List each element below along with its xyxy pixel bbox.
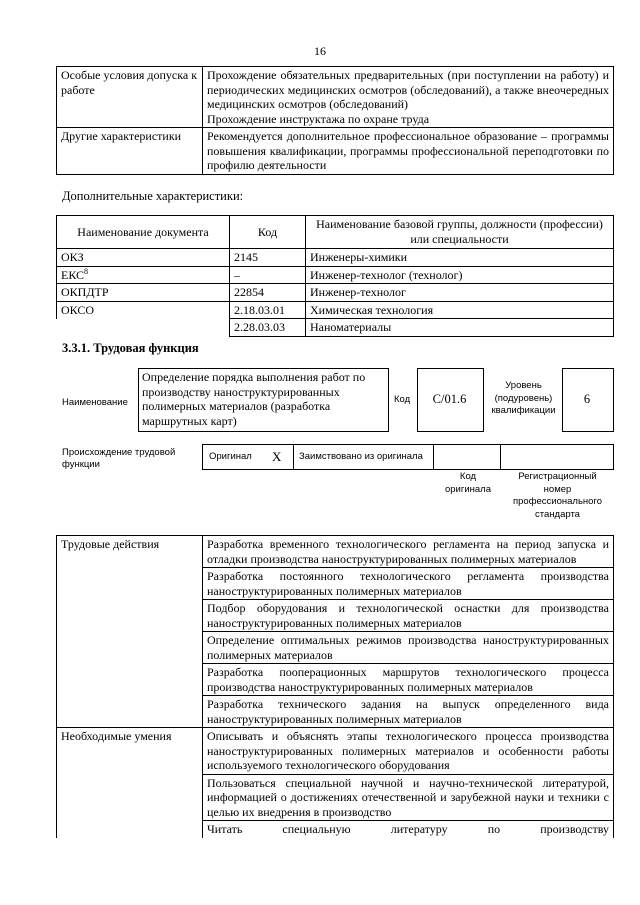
cell-name: Инженер-технолог [306, 284, 614, 302]
cell-doc: ОКСО [57, 301, 230, 319]
table-header-row [57, 216, 614, 249]
code-original-caption: Код оригинала [444, 471, 491, 495]
row-label: Другие характеристики [57, 128, 203, 175]
cell-code: 2145 [230, 249, 306, 267]
code-label: Код [394, 394, 411, 405]
origin-divider-1 [293, 444, 294, 469]
cell-code: 22854 [230, 284, 306, 302]
cell-code: 2.18.03.01 [230, 301, 306, 319]
reg-number-caption: Регистрационный номер профессионального стандарта [513, 471, 602, 520]
section-title: 3.3.1. Трудовая функция [62, 341, 199, 355]
origin-divider-3 [500, 444, 501, 469]
requirements-table [56, 66, 614, 175]
row-label: Трудовые действия [57, 536, 203, 728]
row-value: Рекомендуется дополнительное профессиональное образование – программы повышения квалификации, программы профессиональной переподготовки по профилю деятельности [203, 128, 614, 175]
table-row [57, 249, 614, 267]
list-item: Пользоваться специальной научной и научно-технической литературой, информацией о достижениях отечественной и зарубежной науки и техники с целью их внедрения в производство [203, 774, 614, 821]
footnote-mark: 8 [84, 266, 89, 276]
header-code: Код [230, 216, 306, 249]
cell-code: – [230, 266, 306, 284]
table-row [57, 319, 614, 337]
cell-code: 2.28.03.03 [230, 319, 306, 337]
doc-text: ЕКС [61, 267, 85, 282]
cell-doc: ОКПДТР [57, 284, 230, 302]
header-doc: Наименование документа [57, 216, 230, 249]
table-row [57, 266, 614, 284]
table-row [57, 284, 614, 302]
table-row [57, 301, 614, 319]
row-label: Особые условия допуска к работе [57, 67, 203, 128]
additional-table [56, 215, 614, 337]
origin-label: Происхождение трудовой функции [62, 447, 176, 470]
name-label: Наименование [62, 397, 128, 408]
list-item: Разработка пооперационных маршрутов технологического процесса производства наноструктурированных полимерных материалов [203, 664, 614, 696]
page-number: 16 [314, 44, 326, 58]
list-item: Разработка технического задания на выпуск определенного вида наноструктурированных полимерных материалов [203, 696, 614, 728]
cell-name: Химическая технология [306, 301, 614, 319]
requirement-text: Прохождение обязательных предварительных (при поступлении на работу) и периодических медицинских осмотров (обследований), а также внеочередных медицинских осмотров (обследований) [207, 68, 609, 111]
table-row [57, 536, 614, 568]
list-item: Подбор оборудования и технологической оснастки для производства наноструктурированных полимерных материалов [203, 600, 614, 632]
list-item: Читать специальную литературу по производству [203, 821, 614, 838]
function-table [56, 535, 614, 838]
cell-name: Инженер-технолог (технолог) [306, 266, 614, 284]
code-value: C/01.6 [432, 392, 467, 406]
list-item: Разработка временного технологического регламента на период запуска и отладки производства наноструктурированных полимерных материалов [203, 536, 614, 568]
function-name: Определение порядка выполнения работ по производству наноструктурированных полимерных материалов (разработка маршрутных карт) [142, 370, 366, 428]
cell-doc [57, 319, 230, 337]
original-mark: X [272, 449, 282, 464]
cell-doc: ОКЗ [57, 249, 230, 267]
additional-heading: Дополнительные характеристики: [62, 189, 244, 203]
cell-name: Инженеры-химики [306, 249, 614, 267]
list-item: Определение оптимальных режимов производства наноструктурированных полимерных материалов [203, 632, 614, 664]
table-row [57, 728, 614, 775]
header-name: Наименование базовой группы, должности (профессии) или специальности [306, 216, 614, 249]
level-value: 6 [583, 392, 591, 406]
row-value [203, 67, 614, 128]
origin-divider-2 [433, 444, 434, 469]
list-item: Описывать и объяснять этапы технологического процесса производства наноструктурированных полимерных материалов и особенности работы используемого технологического оборудования [203, 728, 614, 775]
level-label: Уровень (подуровень) квалификации [491, 380, 556, 416]
table-row [57, 67, 614, 128]
table-row [57, 128, 614, 175]
cell-name: Наноматериалы [306, 319, 614, 337]
original-label: Оригинал [209, 451, 252, 462]
list-item: Разработка постоянного технологического регламента производства наноструктурированных полимерных материалов [203, 568, 614, 600]
row-label: Необходимые умения [57, 728, 203, 838]
requirement-text: Прохождение инструктажа по охране труда [207, 111, 430, 126]
borrowed-label: Заимствовано из оригинала [299, 451, 423, 462]
cell-doc [57, 266, 230, 284]
